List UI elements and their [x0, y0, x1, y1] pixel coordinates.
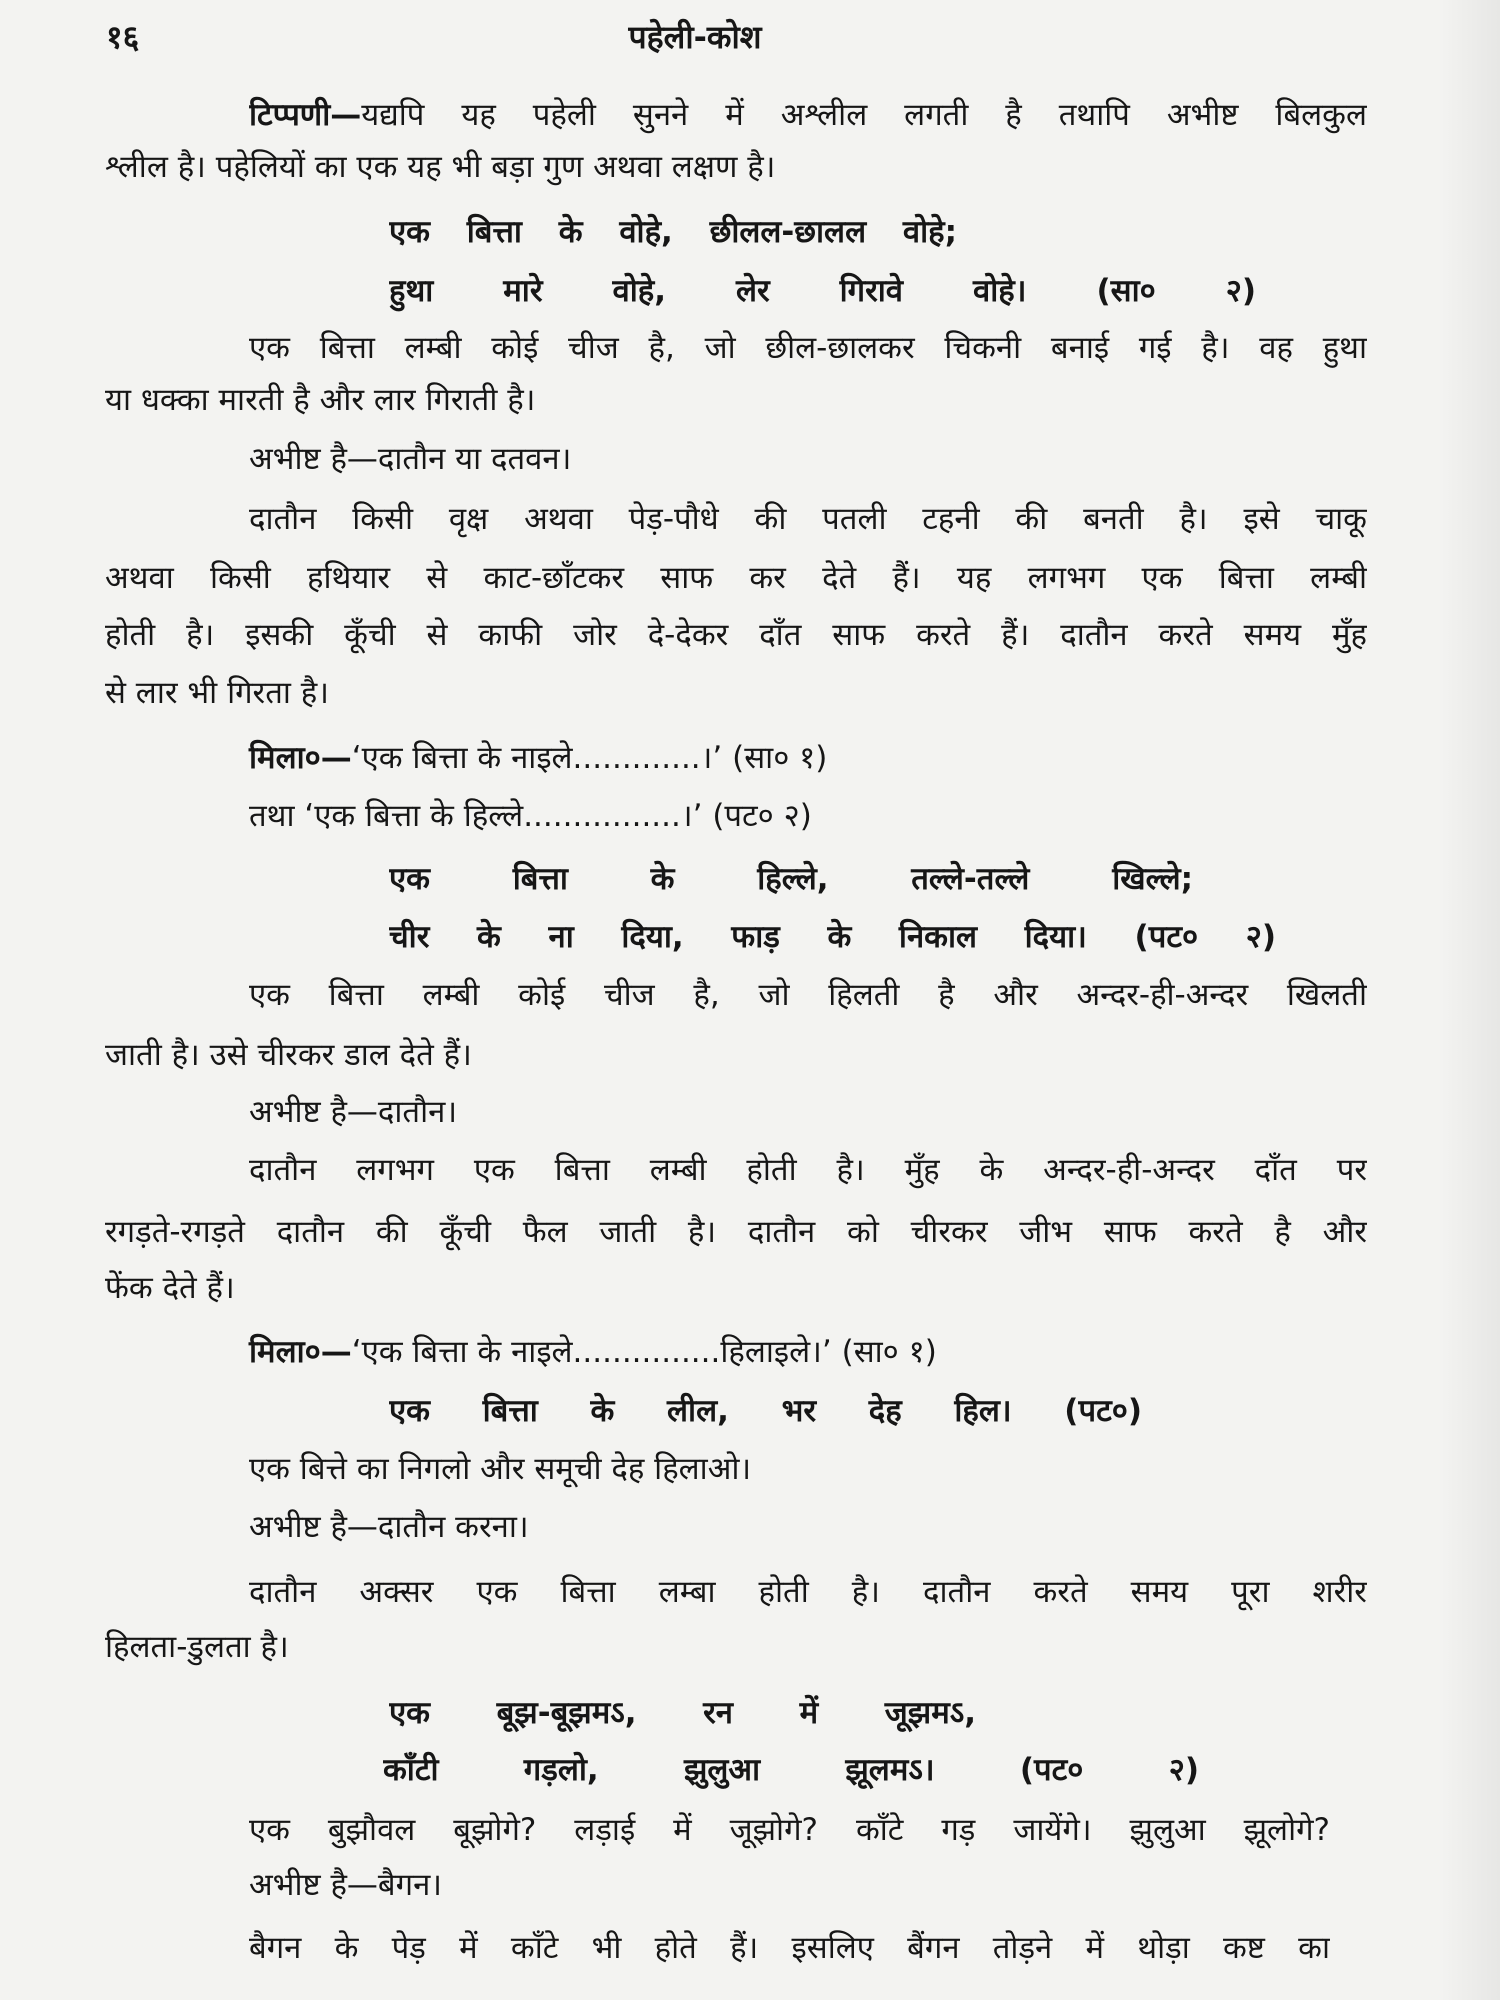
verse-line: [389, 209, 957, 255]
line-text: दातौन अक्सर एक बित्ता लम्बा होती है। दातौन करते समय पूरा शरीर: [249, 1574, 1367, 1610]
line-text: एक बुझौवल बूझोगे? लड़ाई में जूझोगे? काँटे गड़ जायेंगे। झुलुआ झूलोगे?: [249, 1812, 1330, 1848]
line-text: काँटी गड़लो, झुलुआ झूलमऽ। (पट० २): [383, 1752, 1199, 1788]
line-text: जाती है। उसे चीरकर डाल देते हैं।: [105, 1037, 472, 1073]
line-prefix: मिला०—: [249, 740, 352, 776]
answer-line: [249, 436, 571, 482]
line-text: चीर के ना दिया, फाड़ के निकाल दिया। (पट० २): [389, 919, 1276, 955]
line-text: फेंक देते हैं।: [105, 1270, 235, 1306]
body-line: [105, 670, 329, 716]
body-line: [249, 1925, 1330, 1971]
line-text: एक बित्ता लम्बी कोई चीज है, जो हिलती है और अन्दर-ही-अन्दर खिलती: [249, 977, 1367, 1013]
line-text: तथा ‘एक बित्ता के हिल्ले................।’ (पट० २): [249, 798, 812, 834]
line-text: एक बित्ता के वोहे, छीलल-छालल वोहे;: [389, 214, 957, 250]
page-edge-shadow: [1440, 0, 1500, 2000]
page-number: १६: [106, 18, 140, 56]
line-text: एक बित्ते का निगलो और समूची देह हिलाओ।: [249, 1451, 752, 1487]
body-line: [249, 1446, 751, 1492]
verse-line: [389, 1388, 1142, 1434]
line-text: हिलता-डुलता है।: [105, 1629, 289, 1665]
body-line: [249, 1807, 1330, 1853]
line-text: श्लील है। पहेलियों का एक यह भी बड़ा गुण अथवा लक्षण है।: [105, 149, 776, 185]
body-line: [105, 1032, 472, 1078]
line-text: अथवा किसी हथियार से काट-छाँटकर साफ कर देते हैं। यह लगभग एक बित्ता लम्बी: [105, 560, 1367, 596]
line-text: ‘एक बित्ता के नाइले.............।’ (सा० १): [351, 740, 828, 776]
body-line: [249, 972, 1367, 1018]
verse-line: [389, 856, 1193, 902]
line-text: यद्यपि यह पहेली सुनने में अश्लील लगती है तथापि अभीष्ट बिलकुल: [361, 97, 1367, 133]
line-text: दातौन किसी वृक्ष अथवा पेड़-पौधे की पतली टहनी की बनती है। इसे चाकू: [249, 501, 1367, 537]
body-line: [105, 377, 535, 423]
body-line: [249, 1147, 1367, 1193]
body-line: [249, 1569, 1367, 1615]
compare-line: [249, 735, 827, 781]
line-prefix: मिला०—: [249, 1334, 352, 1370]
line-text: हुथा मारे वोहे, लेर गिरावे वोहे। (सा० २): [389, 273, 1256, 309]
line-text: अभीष्ट है—दातौन।: [249, 1094, 458, 1130]
line-text: एक बित्ता के लील, भर देह हिल। (पट०): [389, 1393, 1142, 1429]
line-text: ‘एक बित्ता के नाइले...............हिलाइले।’ (सा० १): [351, 1334, 937, 1370]
line-text: बैगन के पेड़ में काँटे भी होते हैं। इसलिए बैंगन तोड़ने में थोड़ा कष्ट का: [249, 1930, 1330, 1966]
line-text: अभीष्ट है—दातौन करना।: [249, 1509, 529, 1545]
line-text: से लार भी गिरता है।: [105, 675, 329, 711]
body-line: [249, 325, 1367, 371]
line-text: होती है। इसकी कूँची से काफी जोर दे-देकर दाँत साफ करते हैं। दातौन करते समय मुँह: [105, 617, 1367, 653]
line-text: अभीष्ट है—बैगन।: [249, 1867, 443, 1903]
line-text: एक बित्ता लम्बी कोई चीज है, जो छील-छालकर चिकनी बनाई गई है। वह हुथा: [249, 330, 1367, 366]
verse-line: [383, 1747, 1199, 1793]
line-text: रगड़ते-रगड़ते दातौन की कूँची फैल जाती है। दातौन को चीरकर जीभ साफ करते है और: [105, 1214, 1367, 1250]
body-line: [105, 1624, 289, 1670]
answer-line: [249, 1504, 529, 1550]
line-text: दातौन लगभग एक बित्ता लम्बी होती है। मुँह के अन्दर-ही-अन्दर दाँत पर: [249, 1152, 1367, 1188]
line-text: अभीष्ट है—दातौन या दतवन।: [249, 441, 572, 477]
running-title: पहेली-कोश: [628, 18, 762, 56]
line-text: एक बूझ-बूझमऽ, रन में जूझमऽ,: [389, 1695, 976, 1731]
body-line: [105, 555, 1367, 601]
compare-line: [249, 793, 812, 839]
verse-line: [389, 914, 1276, 960]
body-line: [105, 144, 775, 190]
line-text: या धक्का मारती है और लार गिराती है।: [105, 382, 536, 418]
line-prefix: टिप्पणी—: [249, 97, 362, 133]
verse-line: [389, 268, 1256, 314]
answer-line: [249, 1862, 442, 1908]
line-text: एक बित्ता के हिल्ले, तल्ले-तल्ले खिल्ले;: [389, 861, 1193, 897]
body-line: [249, 496, 1367, 542]
body-line: [105, 1209, 1367, 1255]
verse-line: [389, 1690, 976, 1736]
body-line: [105, 1265, 235, 1311]
body-line: [105, 612, 1367, 658]
answer-line: [249, 1089, 457, 1135]
compare-line: [249, 1329, 937, 1375]
note-line: [249, 92, 1367, 138]
